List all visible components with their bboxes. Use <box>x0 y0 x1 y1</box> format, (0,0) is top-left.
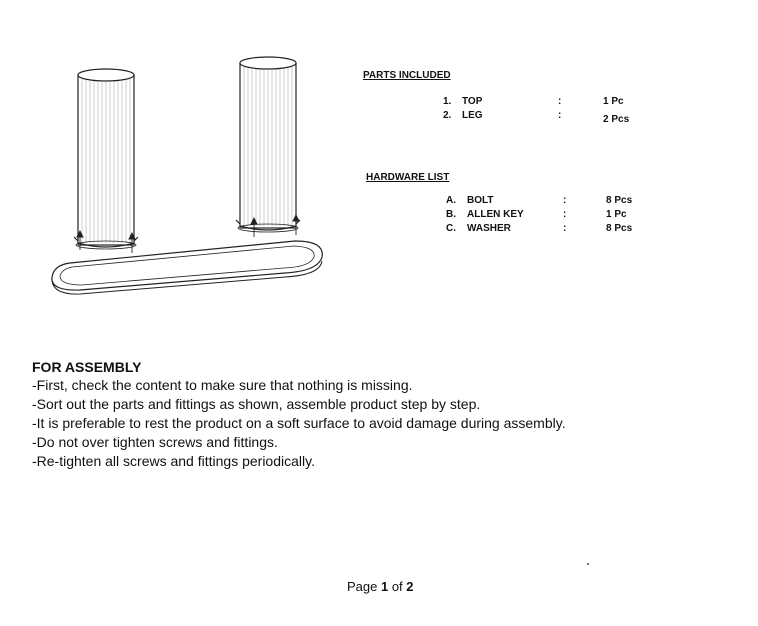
hardware-item-name: BOLT <box>467 195 494 206</box>
parts-item-sep: : <box>558 96 562 107</box>
parts-item-num: 1. <box>443 96 452 107</box>
hardware-item-name: WASHER <box>467 223 511 234</box>
parts-item-num: 2. <box>443 110 452 121</box>
page-number <box>347 579 414 594</box>
assembly-instruction: -Re-tighten all screws and fittings periodically. <box>32 453 315 469</box>
parts-included-title: PARTS INCLUDED <box>363 70 451 81</box>
leg-left-illustration <box>74 69 138 249</box>
hardware-item-sep: : <box>563 209 567 220</box>
assembly-instruction: -Sort out the parts and fittings as shown, assemble product step by step. <box>32 396 481 412</box>
hardware-item-num: B. <box>446 209 456 220</box>
parts-item-sep: : <box>558 110 562 121</box>
hardware-item-qty: 8 Pcs <box>606 195 633 206</box>
assembly-instruction: -It is preferable to rest the product on a soft surface to avoid damage during assembly. <box>32 415 566 431</box>
stray-dot <box>587 563 589 565</box>
assembly-diagram <box>40 45 330 295</box>
assembly-title: FOR ASSEMBLY <box>32 359 142 375</box>
hardware-item-num: A. <box>446 195 456 206</box>
assembly-instruction: -First, check the content to make sure that nothing is missing. <box>32 377 413 393</box>
page-total: 2 <box>406 579 414 594</box>
hardware-item-num: C. <box>446 223 456 234</box>
parts-item-qty: 2 Pcs <box>603 114 630 125</box>
page-prefix: Page <box>347 579 381 594</box>
hardware-item-qty: 8 Pcs <box>606 223 633 234</box>
hardware-item-name: ALLEN KEY <box>467 209 524 220</box>
hardware-item-qty: 1 Pc <box>606 209 627 220</box>
parts-item-qty: 1 Pc <box>603 96 624 107</box>
hardware-list-title: HARDWARE LIST <box>366 172 450 183</box>
page-middle: of <box>388 579 407 594</box>
leg-right-illustration <box>236 57 300 232</box>
assembly-instruction: -Do not over tighten screws and fittings. <box>32 434 278 450</box>
hardware-item-sep: : <box>563 223 567 234</box>
page-current: 1 <box>380 579 389 594</box>
parts-item-name: LEG <box>462 110 483 121</box>
parts-item-name: TOP <box>462 96 483 107</box>
hardware-item-sep: : <box>563 195 567 206</box>
